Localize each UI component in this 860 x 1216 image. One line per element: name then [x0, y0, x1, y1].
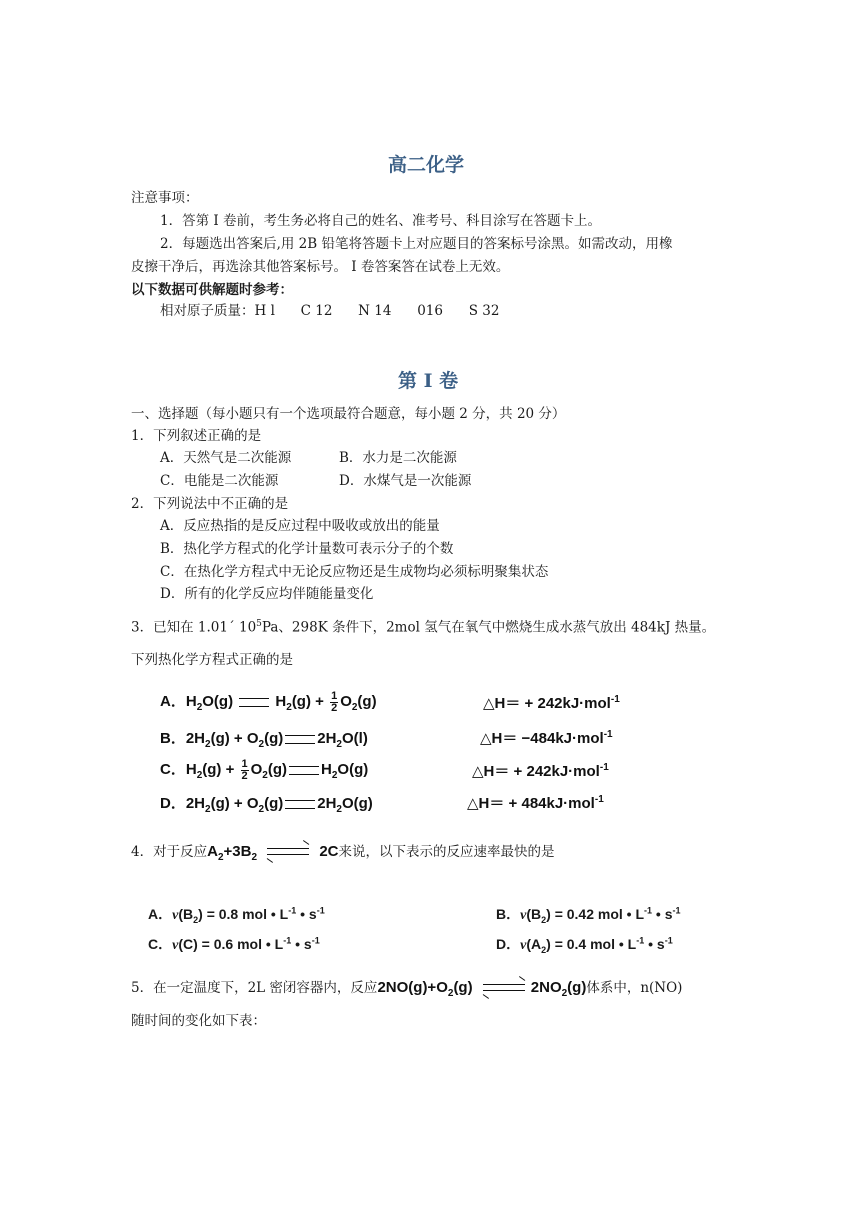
notes-heading: 注意事项：: [131, 190, 199, 206]
q2-option-d: D．所有的化学反应均伴随能量变化: [160, 586, 374, 602]
notes-item-2-line-1: 2．每题选出答案后,用 2B 铅笔将答题卡上对应题目的答案标号涂黑。如需改动，用橡: [160, 236, 673, 252]
q3-option-d: D．$2H_2(g) + O_2(g)$ $2H_2O(g)$: [160, 795, 373, 815]
q1-stem: 1．下列叙述正确的是: [131, 428, 262, 444]
q1-option-c: C．电能是二次能源: [160, 473, 279, 489]
q4-stem: 4．对于反应$A_2+3B_2$ 2C来说，以下表示的反应速率最快的是: [131, 842, 555, 868]
q3-stem: 3．已知在 1.01´ $10^5Pa$、298K 条件下，2mol 氢气在氧气中燃烧生成水蒸气放出 484kJ 热量。: [131, 619, 716, 636]
q2-option-c: C．在热化学方程式中无论反应物还是生成物均必须标明聚集状态: [160, 564, 549, 580]
q2-option-b: B．热化学方程式的化学计量数可表示分子的个数: [160, 541, 454, 557]
notes-item-1: 1．答第 I 卷前，考生务必将自己的姓名、准考号、科目涂写在答题卡上。: [160, 213, 602, 229]
q3-option-c: C．$H_2(g)$ + $\frac{1}{2}$ $O_2(g)$ $H_2O(g)$: [160, 757, 369, 782]
q1-option-b: B．水力是二次能源: [339, 450, 457, 466]
q4-reaction: $A_2+3B_2$ 2C: [207, 843, 338, 860]
q3-option-c-dh: △H＝ + 242kJ·mol$^{-1}$: [472, 762, 609, 780]
q1-option-d: D．水煤气是一次能源: [339, 473, 472, 489]
q3-option-a: A．$H_2O(g) H_2(g)$ + $\frac{1}{2}$ $O_2(g)$: [160, 689, 377, 714]
q5-stem-line-2: 随时间的变化如下表：: [131, 1013, 266, 1029]
q3-option-d-dh: △H＝ + 484kJ·mol$^{-1}$: [467, 794, 604, 812]
q4-option-b: B．$v(B_2) = 0.42$ mol • $L^{-1}$ • $s^{-1}$: [496, 905, 681, 925]
q4-option-c: C．v(C) = 0.6 mol • $L^{-1}$ • $s^{-1}$: [148, 935, 320, 953]
q3-stem-line-2: 下列热化学方程式正确的是: [131, 652, 293, 668]
q4-option-a: A．$v(B_2) = 0.8$ mol • $L^{-1}$ • $s^{-1}$: [148, 905, 325, 925]
atomic-masses: 相对原子质量：H l C 12 N 14 016 S 32: [160, 303, 500, 319]
q3-option-a-dh: △H＝ + 242kJ·mol$^{-1}$: [483, 694, 620, 712]
q2-option-a: A．反应热指的是反应过程中吸收或放出的能量: [160, 518, 440, 534]
data-heading: 以下数据可供解题时参考：: [131, 282, 293, 298]
section-title: 第 I 卷: [398, 370, 459, 392]
notes-item-2-line-2: 皮擦干净后，再选涂其他答案标号。 I 卷答案答在试卷上无效。: [131, 259, 510, 275]
page-title: 高二化学: [388, 154, 465, 176]
q5-reaction: $2NO(g)+O_2(g)$ $2NO_2(g)$: [377, 979, 586, 996]
part-one-heading: 一、选择题（每小题只有一个选项最符合题意，每小题 2 分，共 20 分）: [131, 406, 566, 422]
q2-stem: 2．下列说法中不正确的是: [131, 496, 289, 512]
q3-option-b-dh: △H＝ −484kJ·mol$^{-1}$: [480, 729, 613, 747]
q1-option-a: A．天然气是二次能源: [160, 450, 292, 466]
q4-option-d: D．$v(A_2) = 0.4$ mol • $L^{-1}$ • $s^{-1}$: [496, 935, 673, 955]
q3-option-b: B．$2H_2(g) + O_2(g)$ $2H_2O(l)$: [160, 730, 368, 750]
q5-stem: 5．在一定温度下，2L 密闭容器内，反应$2NO(g)+O_2(g)$ $2NO_2(g)$体系中，n(NO): [131, 978, 682, 1004]
